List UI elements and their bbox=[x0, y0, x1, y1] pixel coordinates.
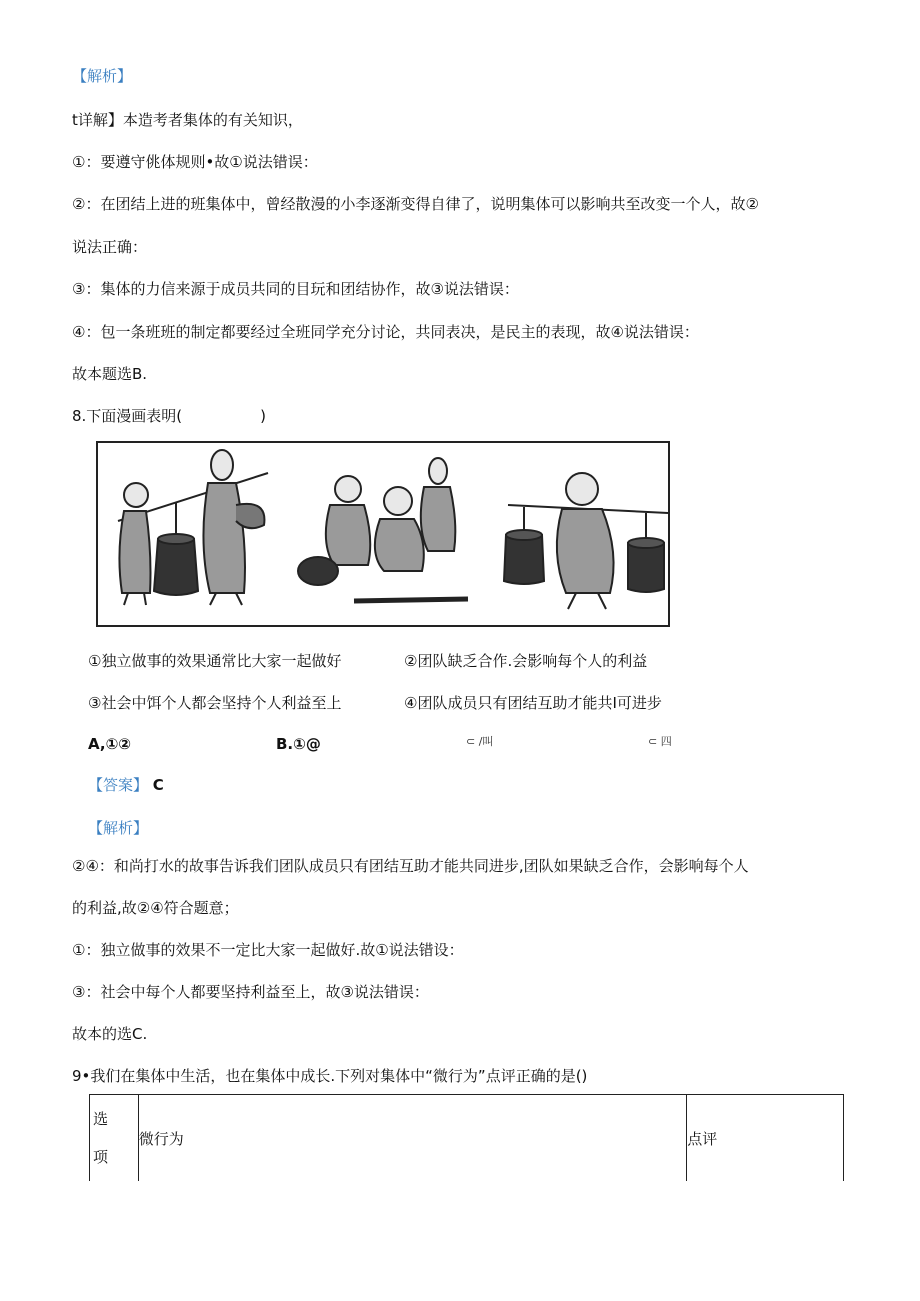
analysis-detail: t详解】本造考者集体的有关知识， bbox=[72, 111, 303, 129]
analysis-point-3: ③：集体的力信来源于成员共同的目玩和团结协作，故③说法错误： bbox=[72, 280, 519, 298]
analysis-8-conclusion: 故本的选C. bbox=[72, 1025, 148, 1043]
statement-3: ③社会中饵个人都会坚持个人利益至上 bbox=[88, 694, 342, 712]
answer-value: C bbox=[152, 776, 164, 794]
question-8-stem bbox=[72, 406, 266, 426]
analysis-point-4: ④：包一条班班的制定都要经过全班同学充分讨论，共同表决，是民主的表现，故④说法错误： bbox=[72, 323, 699, 341]
header-behavior: 微行为 bbox=[138, 1095, 686, 1182]
statement-1: ①独立做事的效果通常比大家一起做好 bbox=[88, 652, 342, 670]
option-d-truncated: ⊂ 四 bbox=[648, 735, 672, 748]
option-b: B.①@ bbox=[276, 735, 321, 753]
analysis-point-1: ①：要遵守佻体规则•故①说法错误： bbox=[72, 153, 318, 171]
analysis-label: 【解析】 bbox=[72, 67, 133, 85]
analysis-conclusion: 故本题选B. bbox=[72, 365, 148, 383]
header-option bbox=[90, 1095, 139, 1182]
question-9-table bbox=[89, 1094, 844, 1181]
answer-label: 【答案】 bbox=[88, 776, 149, 794]
statement-2: ②团队缺乏合作.会影响每个人的利益 bbox=[404, 652, 648, 670]
analysis-8-line-2: ①：独立做事的效果不一定比大家一起做好.故①说法错设： bbox=[72, 941, 464, 959]
question-9-stem: 9•我们在集体中生活，也在集体中成长.下列对集体中“微行为”点评正确的是() bbox=[72, 1067, 588, 1085]
table-header-row bbox=[90, 1095, 844, 1182]
question-8-stem-text: 8.下面漫画表明( bbox=[72, 407, 183, 425]
analysis-8-line-3: ③：社会中每个人都要坚持利益至上，故③说法错误： bbox=[72, 983, 429, 1001]
question-8-stem-close: ) bbox=[260, 407, 267, 425]
analysis-8-line-1b: 的利益,故②④符合题意； bbox=[72, 899, 239, 917]
analysis-point-2b: 说法正确： bbox=[72, 238, 148, 256]
cartoon-figure bbox=[96, 441, 670, 627]
analysis-8-label: 【解析】 bbox=[88, 819, 149, 837]
analysis-point-2a: ②：在团结上进的班集体中，曾经散漫的小李逐渐变得自律了，说明集体可以影响共至改变一个人，故② bbox=[72, 195, 759, 213]
header-option-line-2: 项 bbox=[93, 1148, 109, 1166]
header-option-line-1: 选 bbox=[93, 1110, 109, 1128]
cartoon-monks-carrying-water-icon bbox=[98, 443, 668, 625]
option-c-truncated: ⊂ /叫 bbox=[466, 735, 494, 748]
option-a: A,①② bbox=[88, 735, 131, 753]
answer-line bbox=[88, 775, 164, 795]
analysis-8-line-1a: ②④：和尚打水的故事告诉我们团队成员只有团结互助才能共同进步,团队如果缺乏合作，会影响每个人 bbox=[72, 857, 749, 875]
header-comment: 点评 bbox=[687, 1095, 844, 1182]
statement-4: ④团队成员只有团结互助才能共I可进步 bbox=[404, 694, 662, 712]
